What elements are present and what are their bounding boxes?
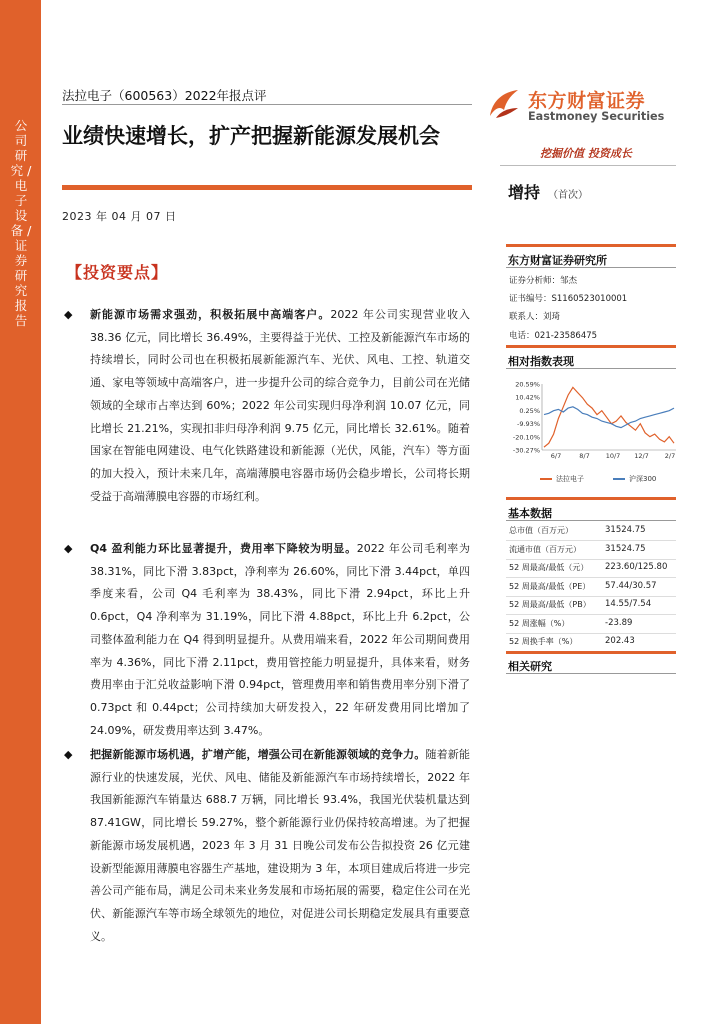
legend-swatch-2 bbox=[613, 478, 625, 480]
bullet-lead-1: 新能源市场需求强劲，积极拓展中高端客户。 bbox=[90, 308, 331, 321]
basic-data-label: 52 周最高/最低（元） bbox=[509, 563, 589, 572]
brand-name-cn: 东方财富证券 bbox=[528, 90, 646, 112]
y-tick-label: -30.27% bbox=[512, 446, 540, 455]
y-tick-label: 20.59% bbox=[515, 380, 540, 389]
basic-data-label: 52 周换手率（%） bbox=[509, 637, 578, 646]
bullet-paragraph-3 bbox=[90, 744, 470, 948]
y-tick-label: -9.93% bbox=[517, 420, 540, 429]
bullet-body-3: 随着新能源行业的快速发展，光伏、风电、储能及新能源汽车市场持续增长，2022 年我国新能源汽车销量达 688.7 万辆，同比增长 93.4%，我国光伏装机量达到 87.41GW，同比增长 59.27%，整个新能源行业仍保持较高增速。为了把握新能源市场发展机遇，2023 年 3 月 31 日晚公司发布公告拟投资 26 亿元建设新型能源用薄膜电容器生产基地，建设期为 3 年，本项目建成后将进一步完善公司产能布局，满足公司未来业务发展和市场拓展的需要，稳定住公司在光伏、新能源汽车等市场全球领先的地位，对促进公司长期稳定发展具有重要意义。 bbox=[90, 748, 470, 943]
basic-data-value: 223.60/125.80 bbox=[605, 562, 668, 572]
x-tick-label: 8/7 bbox=[579, 452, 590, 460]
legend-swatch-1 bbox=[540, 478, 552, 480]
bullet-diamond-icon: ◆ bbox=[64, 748, 73, 761]
analyst-cert: 证书编号：S1160523010001 bbox=[509, 294, 628, 304]
x-tick-label: 10/7 bbox=[605, 452, 621, 460]
contact-phone: 电话：021-23586475 bbox=[509, 331, 598, 341]
x-tick-label: 2/7 bbox=[664, 452, 676, 460]
basic-data-row-line bbox=[506, 540, 676, 541]
y-tick-label: 0.25% bbox=[519, 406, 540, 415]
institute-title: 东方财富证券研究所 bbox=[508, 254, 607, 267]
basic-divider bbox=[506, 520, 676, 521]
basic-data-label: 52 周涨幅（%） bbox=[509, 618, 570, 628]
analyst-name: 证券分析师：邹杰 bbox=[509, 276, 578, 286]
basic-data-label: 52 周最高/最低（PB） bbox=[509, 600, 591, 609]
basic-data-label: 流通市值（百万元） bbox=[509, 544, 581, 554]
basic-top-bar bbox=[506, 497, 676, 500]
right-divider bbox=[500, 165, 676, 166]
related-top-bar bbox=[506, 651, 676, 654]
y-tick-label: -20.10% bbox=[512, 433, 540, 442]
institute-top-bar bbox=[506, 244, 676, 247]
basic-data-value: 31524.75 bbox=[605, 543, 646, 554]
institute-divider bbox=[506, 267, 676, 268]
basic-data-row-line bbox=[506, 614, 676, 615]
bullet-paragraph-2 bbox=[90, 538, 470, 742]
page-title: 业绩快速增长，扩产把握新能源发展机会 bbox=[62, 124, 440, 148]
rating-note: （首次） bbox=[548, 190, 588, 201]
legend-series-2: 沪深300 bbox=[629, 475, 657, 483]
bullet-paragraph-1 bbox=[90, 304, 470, 508]
brand-logo bbox=[486, 84, 676, 130]
basic-data-label: 总市值（百万元） bbox=[509, 526, 573, 535]
basic-data-value: 31524.75 bbox=[605, 525, 646, 535]
bullet-body-2: 2022 年公司毛利率为 38.31%，同比下滑 3.83pct，净利率为 26.60%，同比下滑 3.44pct，单四季度来看，公司 Q4 毛利率为 38.43%，同比下滑 2.94pct，环比上升 0.6pct，Q4 净利率为 31.19%，同比下滑 4.88pct，环比上升 6.2pct，公司整体盈利能力在 Q4 得到明显提升。从费用端来看，2022 年公司期间费用率为 4.36%，同比下滑 2.11pct，费用管控能力明显提升，具体来看，财务费用率由于汇兑收益影响下滑 0.94pct，管理费用率和销售费用率分别下滑了 0.73pct 和 0.44pct；公司持续加大研发投入，22 年研发费用同比增加了 24.09%，研发费用率达到 3.47%。 bbox=[90, 542, 470, 737]
basic-data-value: -23.89 bbox=[605, 617, 633, 628]
bullet-diamond-icon: ◆ bbox=[64, 542, 73, 555]
rating-label: 增持 bbox=[508, 183, 541, 202]
report-subtitle: 法拉电子（600563）2022年报点评 bbox=[62, 88, 267, 103]
basic-data-title: 基本数据 bbox=[508, 507, 552, 520]
title-accent-bar bbox=[62, 185, 472, 190]
basic-data-value: 14.55/7.54 bbox=[605, 599, 652, 609]
basic-data-value: 57.44/30.57 bbox=[605, 580, 657, 591]
series-line-1 bbox=[544, 387, 674, 447]
eastmoney-logo-icon bbox=[486, 86, 522, 122]
contact-name: 联系人：刘琦 bbox=[509, 312, 561, 322]
side-category-text: 公司研究 / 电子设备 / 证券研究报告 bbox=[10, 118, 32, 328]
index-perf-title: 相对指数表现 bbox=[508, 355, 574, 368]
subtitle-divider bbox=[62, 104, 472, 105]
related-divider bbox=[506, 673, 676, 674]
index-divider bbox=[506, 368, 676, 369]
bullet-lead-3: 把握新能源市场机遇，扩增产能，增强公司在新能源领域的竞争力。 bbox=[90, 748, 426, 761]
basic-data-row-line bbox=[506, 577, 676, 578]
basic-data-label: 52 周最高/最低（PE） bbox=[509, 581, 591, 591]
basic-data-row-line bbox=[506, 559, 676, 560]
index-top-bar bbox=[506, 345, 676, 348]
bullet-lead-2: Q4 盈利能力环比显著提升，费用率下降较为明显。 bbox=[90, 542, 357, 555]
basic-data-value: 202.43 bbox=[605, 636, 635, 646]
x-tick-label: 6/7 bbox=[550, 452, 562, 460]
basic-data-row-line bbox=[506, 633, 676, 634]
y-tick-label: 10.42% bbox=[515, 393, 540, 402]
basic-data-row-line bbox=[506, 596, 676, 597]
report-date: 2023 年 04 月 07 日 bbox=[62, 210, 177, 223]
bullet-body-1: 2022 年公司实现营业收入 38.36 亿元，同比增长 36.49%，主要得益于光伏、工控及新能源汽车市场的持续增长，同时公司也在积极拓展新能源汽车、光伏、风电、工控、轨道交通、家电等领域中高端客户，进一步提升公司的综合竞争力，目前公司在光储领域的全球市占率达到 60%；2022 年公司实现归母净利润 10.07 亿元，同比增长 21.21%，实现扣非归母净利润 9.75 亿元，同比增长 32.61%。随着国家在智能电网建设、电气化铁路建设和新能源（光伏，风能，汽车）等方面的加大投入，预计未来几年，高端薄膜电容器市场仍会稳步增长，公司将长期受益于高端薄膜电容器的市场红利。 bbox=[90, 308, 470, 503]
section-title: 【投资要点】 bbox=[66, 263, 169, 282]
related-research-title: 相关研究 bbox=[508, 660, 552, 673]
series-line-2 bbox=[544, 407, 674, 428]
x-tick-label: 12/7 bbox=[634, 452, 649, 460]
legend-series-1: 法拉电子 bbox=[556, 475, 584, 483]
brand-name-en: Eastmoney Securities bbox=[528, 110, 665, 123]
bullet-diamond-icon: ◆ bbox=[64, 308, 73, 321]
brand-slogan: 挖掘价值 投资成长 bbox=[540, 147, 632, 160]
